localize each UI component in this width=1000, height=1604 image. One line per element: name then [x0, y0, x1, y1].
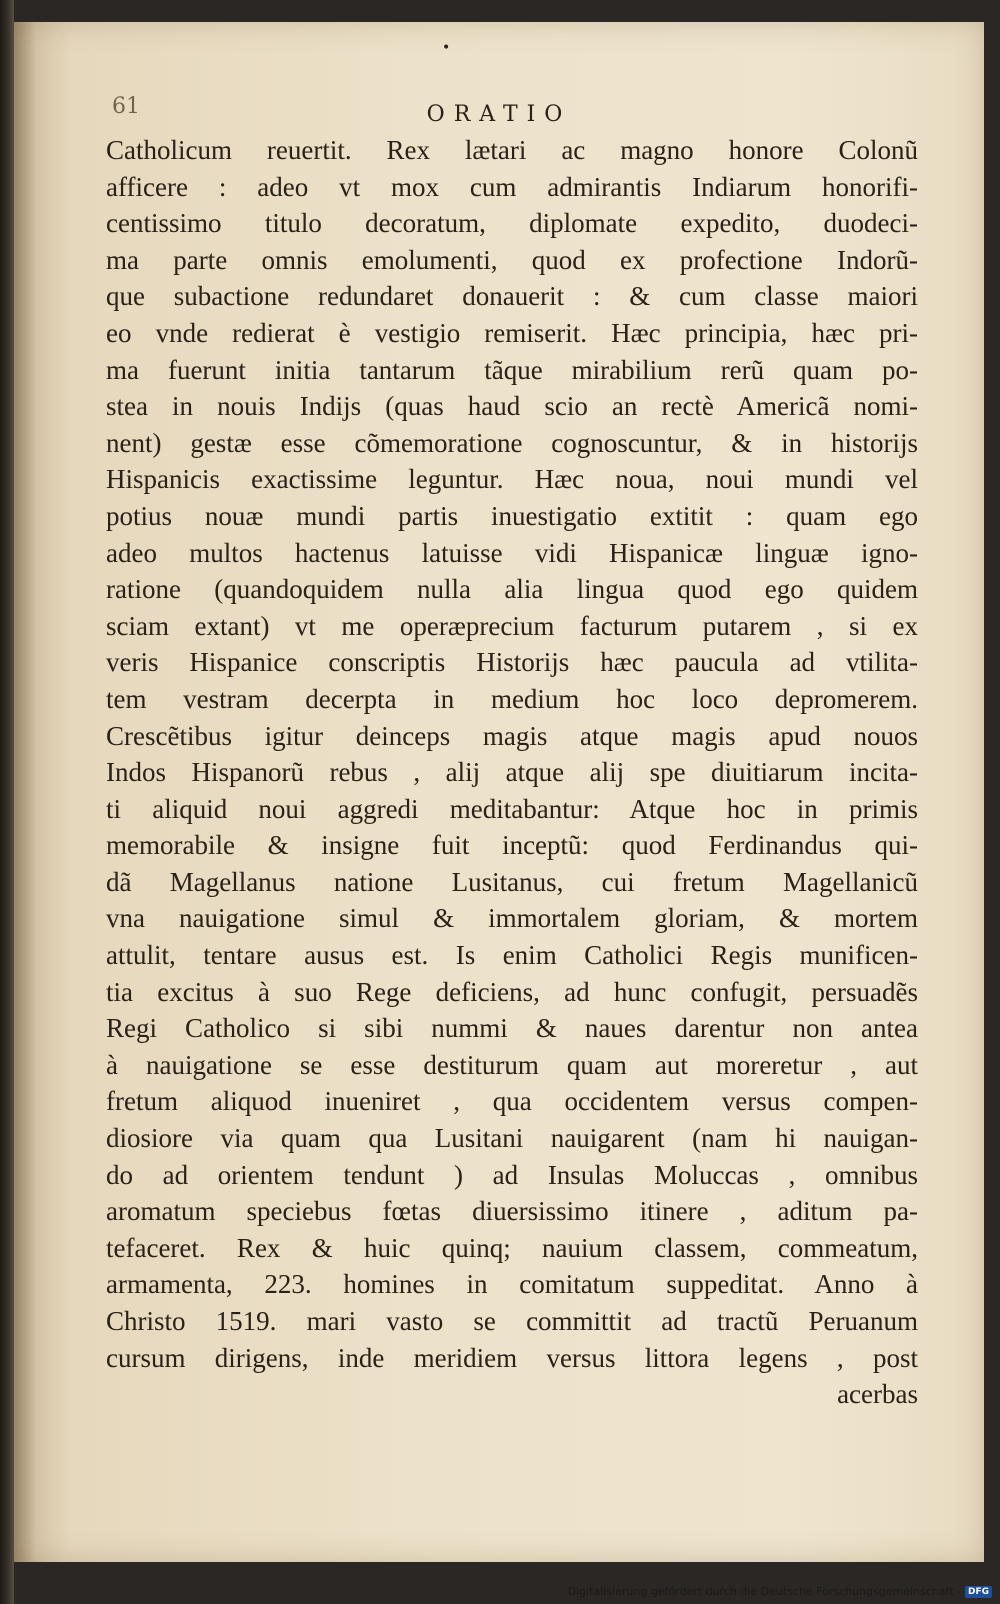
dfg-logo: DFG — [965, 1586, 992, 1598]
text-line: ma parte omnis emolumenti, quod ex profectione Indorũ- — [106, 244, 918, 275]
text-line: cursum dirigens, inde meridiem versus littora legens , post — [106, 1342, 918, 1373]
text-line: à nauigatione se esse destiturum quam aut moreretur , aut — [106, 1049, 918, 1080]
text-line: afficere : adeo vt mox cum admirantis Indiarum honorifi- — [106, 171, 918, 202]
text-line: Indos Hispanorũ rebus , alij atque alij spe diuitiarum incita- — [106, 757, 918, 788]
text-line: do ad orientem tendunt ) ad Insulas Moluccas , omnibus — [106, 1159, 918, 1190]
text-line: eo vnde redierat è vestigio remiserit. Hæc principia, hæc pri- — [106, 317, 918, 348]
text-line: Regi Catholico si sibi nummi & naues darentur non antea — [106, 1013, 918, 1044]
ink-dot: • — [442, 40, 451, 56]
text-line: veris Hispanice conscriptis Historijs hæc paucula ad vtilita- — [106, 647, 918, 678]
text-line: armamenta, 223. homines in comitatum suppeditat. Anno à — [106, 1269, 918, 1300]
text-line: Hispanicis exactissime leguntur. Hæc noua, noui mundi vel — [106, 464, 918, 495]
text-line: potius nouæ mundi partis inuestigatio extitit : quam ego — [106, 500, 918, 531]
text-line: Catholicum reuertit. Rex lætari ac magno honore Colonũ — [106, 135, 918, 165]
text-line: centissimo titulo decoratum, diplomate expedito, duodeci- — [106, 208, 918, 239]
page-gutter-shadow — [14, 22, 36, 1562]
body-text — [106, 132, 918, 1413]
text-line: adeo multos hactenus latuisse vidi Hispanicæ linguæ igno- — [106, 537, 918, 568]
text-line: tia excitus à suo Rege deficiens, ad hunc confugit, persuadẽs — [106, 976, 918, 1007]
text-line: que subactione redundaret donauerit : & cum classe maiori — [106, 281, 918, 312]
text-line: sciam extant) vt me operæprecium facturum putarem , si ex — [106, 610, 918, 641]
digitization-footer — [568, 1585, 992, 1598]
text-line: tem vestram decerpta in medium hoc loco depromerem. — [106, 683, 918, 714]
text-line: fretum aliquod inueniret , qua occidentem versus compen- — [106, 1086, 918, 1117]
text-line: Crescẽtibus igitur deinceps magis atque magis apud nouos — [106, 720, 918, 751]
book-page — [14, 22, 984, 1562]
footer-text: Digitalisierung gefördert durch die Deutsche Forschungsgemeinschaft - — [567, 1585, 961, 1598]
text-line: ti aliquid noui aggredi meditabantur: Atque hoc in primis — [106, 793, 918, 824]
text-line: Christo 1519. mari vasto se committit ad tractũ Peruanum — [106, 1306, 918, 1336]
folio-number: 61 — [112, 94, 140, 119]
text-line: nent) gestæ esse cõmemoratione cognoscuntur, & in historijs — [106, 427, 918, 458]
text-line: aromatum speciebus fœtas diuersissimo itinere , aditum pa- — [106, 1196, 918, 1227]
text-line: memorabile & insigne fuit inceptũ: quod Ferdinandus qui- — [106, 830, 918, 861]
text-line: stea in nouis Indijs (quas haud scio an rectè Americã nomi- — [106, 391, 918, 422]
running-head: ORATIO — [426, 102, 572, 127]
book-edge — [0, 0, 14, 1604]
text-line: attulit, tentare ausus est. Is enim Catholici Regis munificen- — [106, 940, 918, 971]
text-line: acerbas — [837, 1379, 918, 1410]
text-line: dã Magellanus natione Lusitanus, cui fretum Magellanicũ — [106, 866, 918, 897]
text-line: ma fuerunt initia tantarum tãque mirabilium rerũ quam po- — [106, 354, 918, 385]
text-line: diosiore via quam qua Lusitani nauigarent (nam hi nauigan- — [106, 1123, 918, 1154]
text-line: vna nauigatione simul & immortalem gloriam, & mortem — [106, 903, 918, 934]
text-line: ratione (quandoquidem nulla alia lingua quod ego quidem — [106, 574, 918, 605]
text-line: tefaceret. Rex & huic quinq; nauium classem, commeatum, — [106, 1232, 918, 1263]
